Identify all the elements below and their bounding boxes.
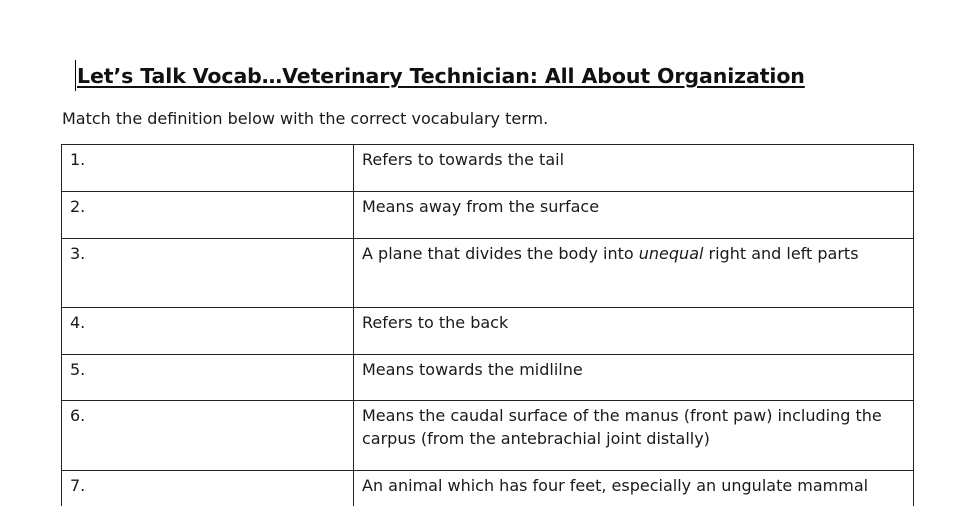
document-title: Let’s Talk Vocab…Veterinary Technician: All About Organization	[77, 64, 805, 88]
term-cell[interactable]	[62, 145, 354, 192]
term-cell[interactable]	[62, 239, 354, 308]
term-cell[interactable]	[62, 471, 354, 506]
definition-cell	[354, 192, 914, 239]
definition-text-end: right and left parts	[703, 244, 859, 263]
row-number: 5.	[70, 360, 86, 379]
term-cell[interactable]	[62, 192, 354, 239]
term-cell[interactable]	[62, 308, 354, 355]
definition-emphasis: unequal	[638, 244, 704, 263]
table-row	[62, 355, 914, 401]
table-row	[62, 471, 914, 506]
vocabulary-table	[61, 144, 914, 506]
row-number: 4.	[70, 313, 86, 332]
definition-text-start: A plane that divides the body into	[362, 244, 639, 263]
definition-text: Refers to the back	[362, 313, 509, 332]
row-number: 2.	[70, 197, 86, 216]
definition-text: Means away from the surface	[362, 197, 600, 216]
definition-text: Means the caudal surface of the manus (front paw) including the carpus (from the antebrachial joint distally)	[362, 406, 882, 448]
definition-text: Refers to towards the tail	[362, 150, 565, 169]
definition-text: Means towards the midlilne	[362, 360, 583, 379]
definition-text: An animal which has four feet, especially an ungulate mammal	[362, 476, 869, 495]
definition-cell	[354, 308, 914, 355]
definition-cell	[354, 471, 914, 506]
instructions-text: Match the definition below with the correct vocabulary term.	[62, 109, 549, 128]
definition-cell	[354, 239, 914, 308]
table-row	[62, 145, 914, 192]
row-number: 7.	[70, 476, 86, 495]
text-cursor	[75, 60, 76, 91]
table-row	[62, 401, 914, 471]
row-number: 6.	[70, 406, 86, 425]
term-cell[interactable]	[62, 355, 354, 401]
table-row	[62, 192, 914, 239]
definition-cell	[354, 145, 914, 192]
definition-text	[362, 244, 859, 263]
definition-cell	[354, 355, 914, 401]
term-cell[interactable]	[62, 401, 354, 471]
table-row	[62, 308, 914, 355]
row-number: 1.	[70, 150, 86, 169]
definition-cell	[354, 401, 914, 471]
table-row	[62, 239, 914, 308]
row-number: 3.	[70, 244, 86, 263]
